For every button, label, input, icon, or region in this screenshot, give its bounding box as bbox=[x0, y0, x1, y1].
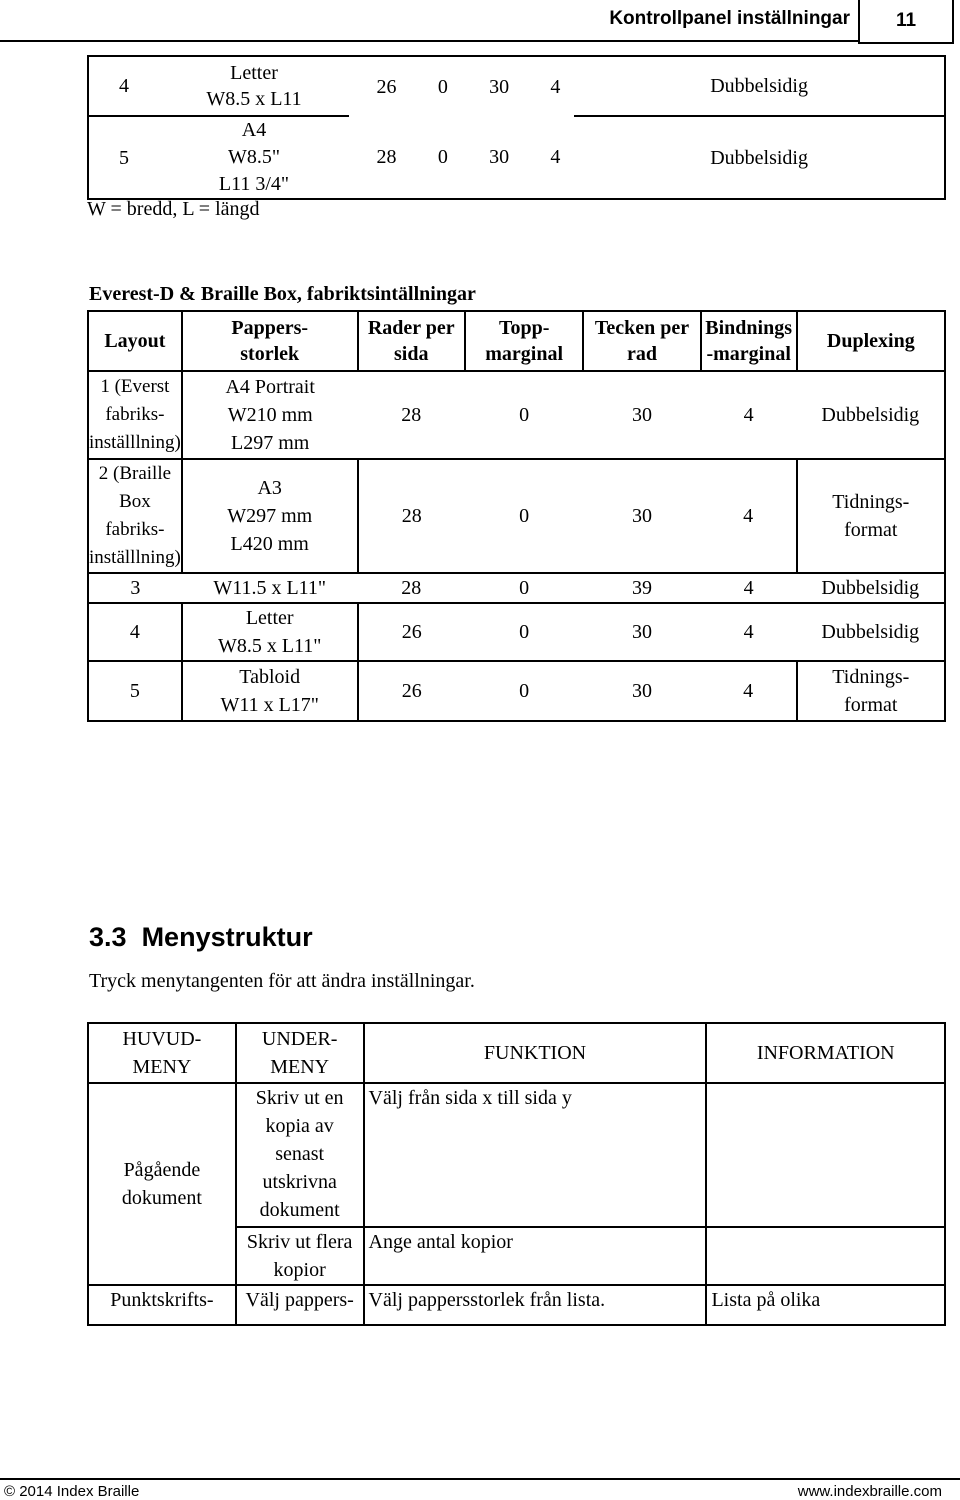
lines-cell: 26 bbox=[349, 56, 424, 116]
section-title: Menystruktur bbox=[141, 922, 313, 952]
running-header-title: Kontrollpanel inställningar bbox=[609, 8, 850, 29]
function-cell: Välj från sida x till sida y bbox=[364, 1083, 707, 1227]
lines-cell: 26 bbox=[358, 603, 465, 661]
chars-cell: 30 bbox=[583, 459, 700, 573]
binding-cell: 4 bbox=[701, 573, 797, 603]
table-header-row bbox=[88, 311, 945, 371]
table-row bbox=[88, 1285, 945, 1325]
layout-cell: 4 bbox=[88, 56, 159, 116]
table-row bbox=[88, 603, 945, 661]
lines-cell: 28 bbox=[358, 371, 465, 459]
column-header: FUNKTION bbox=[364, 1023, 707, 1083]
paper-size-cell: W11.5 x L11" bbox=[182, 573, 358, 603]
column-header: INFORMATION bbox=[706, 1023, 945, 1083]
paper-size-cell: A3 W297 mm L420 mm bbox=[182, 459, 358, 573]
layout-cell: 5 bbox=[88, 661, 182, 721]
chars-cell: 30 bbox=[583, 371, 700, 459]
factory-settings-table bbox=[87, 310, 946, 722]
info-cell: Lista på olika bbox=[706, 1285, 945, 1325]
menu-structure-table bbox=[87, 1022, 946, 1326]
duplex-cell: Dubbelsidig bbox=[797, 371, 945, 459]
main-menu-cell: Pågående dokument bbox=[88, 1083, 236, 1285]
footer-rule bbox=[0, 1478, 960, 1480]
chars-cell: 30 bbox=[462, 116, 537, 199]
column-header: Rader per sida bbox=[358, 311, 465, 371]
table-row bbox=[88, 116, 945, 199]
table-row bbox=[88, 56, 945, 116]
paper-size-table-continued bbox=[87, 55, 946, 200]
submenu-cell: Skriv ut flera kopior bbox=[236, 1227, 364, 1285]
chars-cell: 39 bbox=[583, 573, 700, 603]
column-header: Duplexing bbox=[797, 311, 945, 371]
submenu-cell: Skriv ut en kopia av senast utskrivna dokument bbox=[236, 1083, 364, 1227]
submenu-cell: Välj pappers- bbox=[236, 1285, 364, 1325]
lines-cell: 28 bbox=[358, 459, 465, 573]
table-footnote: W = bredd, L = längd bbox=[87, 198, 260, 220]
duplex-cell: Dubbelsidig bbox=[797, 573, 945, 603]
binding-cell: 4 bbox=[701, 459, 797, 573]
column-header: Pappers- storlek bbox=[182, 311, 358, 371]
main-menu-cell: Punktskrifts- bbox=[88, 1285, 236, 1325]
section-number: 3.3 bbox=[89, 922, 127, 952]
top-margin-cell: 0 bbox=[465, 661, 584, 721]
table-row bbox=[88, 459, 945, 573]
duplex-cell: Tidnings- format bbox=[797, 459, 945, 573]
top-margin-cell: 0 bbox=[465, 459, 584, 573]
duplex-cell: Dubbelsidig bbox=[797, 603, 945, 661]
page-number: 11 bbox=[858, 0, 954, 44]
table-caption: Everest-D & Braille Box, fabriktsintällningar bbox=[89, 283, 476, 305]
column-header: UNDER- MENY bbox=[236, 1023, 364, 1083]
section-heading bbox=[89, 922, 313, 953]
chars-cell: 30 bbox=[462, 56, 537, 116]
layout-cell: 4 bbox=[88, 603, 182, 661]
layout-cell: 2 (Braille Box fabriks- inställlning) bbox=[88, 459, 182, 573]
binding-cell: 4 bbox=[701, 661, 797, 721]
duplex-cell: Dubbelsidig bbox=[574, 56, 945, 116]
header-rule bbox=[0, 40, 858, 42]
top-margin-cell: 0 bbox=[424, 116, 462, 199]
chars-cell: 30 bbox=[583, 661, 700, 721]
layout-cell: 5 bbox=[88, 116, 159, 199]
binding-cell: 4 bbox=[701, 603, 797, 661]
paper-size-cell: Letter W8.5 x L11 bbox=[159, 56, 349, 116]
lines-cell: 28 bbox=[349, 116, 424, 199]
top-margin-cell: 0 bbox=[424, 56, 462, 116]
section-intro-text: Tryck menytangenten för att ändra inställningar. bbox=[89, 970, 475, 992]
info-cell bbox=[706, 1083, 945, 1227]
function-cell: Ange antal kopior bbox=[364, 1227, 707, 1285]
lines-cell: 26 bbox=[358, 661, 465, 721]
info-cell bbox=[706, 1227, 945, 1285]
binding-cell: 4 bbox=[701, 371, 797, 459]
column-header: Layout bbox=[88, 311, 182, 371]
layout-cell: 1 (Everst fabriks- inställlning) bbox=[88, 371, 182, 459]
duplex-cell: Tidnings- format bbox=[797, 661, 945, 721]
footer-website-link[interactable]: www.indexbraille.com bbox=[797, 1483, 942, 1500]
column-header: Topp- marginal bbox=[465, 311, 584, 371]
table-row bbox=[88, 371, 945, 459]
footer-copyright: © 2014 Index Braille bbox=[4, 1483, 140, 1500]
column-header: Bindnings -marginal bbox=[701, 311, 797, 371]
paper-size-cell: A4 W8.5" L11 3/4" bbox=[159, 116, 349, 199]
top-margin-cell: 0 bbox=[465, 371, 584, 459]
chars-cell: 30 bbox=[583, 603, 700, 661]
table-row bbox=[88, 573, 945, 603]
binding-cell: 4 bbox=[537, 116, 575, 199]
paper-size-cell: Letter W8.5 x L11" bbox=[182, 603, 358, 661]
table-row bbox=[88, 1083, 945, 1227]
lines-cell: 28 bbox=[358, 573, 465, 603]
paper-size-cell: A4 Portrait W210 mm L297 mm bbox=[182, 371, 358, 459]
table-row bbox=[88, 661, 945, 721]
column-header: HUVUD- MENY bbox=[88, 1023, 236, 1083]
layout-cell: 3 bbox=[88, 573, 182, 603]
duplex-cell: Dubbelsidig bbox=[574, 116, 945, 199]
top-margin-cell: 0 bbox=[465, 603, 584, 661]
top-margin-cell: 0 bbox=[465, 573, 584, 603]
table-header-row bbox=[88, 1023, 945, 1083]
binding-cell: 4 bbox=[537, 56, 575, 116]
paper-size-cell: Tabloid W11 x L17" bbox=[182, 661, 358, 721]
function-cell: Välj pappersstorlek från lista. bbox=[364, 1285, 707, 1325]
column-header: Tecken per rad bbox=[583, 311, 700, 371]
